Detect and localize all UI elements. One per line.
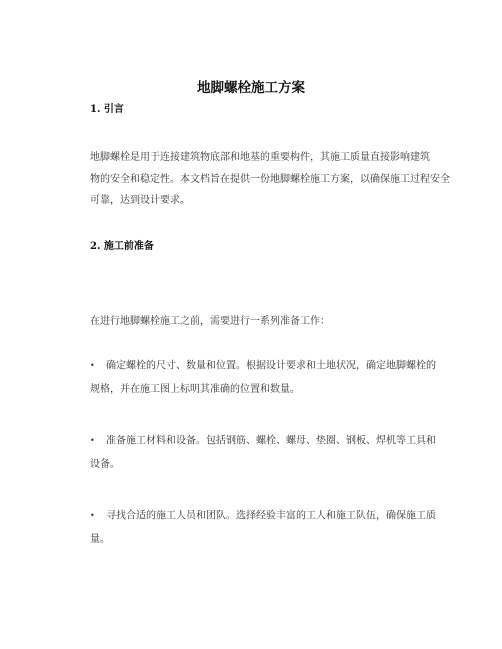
list-item-text: 确定螺栓的尺寸、数量和位置。根据设计要求和土地状况，确定地脚螺栓的 [106, 360, 436, 372]
paragraph-line: 物的安全和稳定性。本文档旨在提供一份地脚螺栓施工方案，以确保施工过程安全 [90, 173, 450, 185]
bullet-icon: • [90, 511, 95, 520]
section-heading-preparation: 2. 施工前准备 [90, 241, 154, 252]
list-item [90, 355, 436, 401]
list-item-text: 寻找合适的施工人员和团队。选择经验丰富的工人和施工队伍，确保施工质 [106, 510, 436, 522]
list-item-text: 量。 [90, 534, 110, 545]
list-item-text: 规格，并在施工图上标明其准确的位置和数量。 [90, 384, 300, 395]
document-title: 地脚螺栓施工方案 [197, 80, 305, 96]
list-item [90, 505, 436, 551]
paragraph-line: 可靠，达到设计要求。 [90, 194, 190, 206]
bullet-icon: • [90, 361, 95, 370]
paragraph-line: 地脚螺栓是用于连接建筑物底部和地基的重要构件，其施工质量直接影响建筑 [90, 152, 430, 163]
bullet-icon: • [90, 436, 95, 445]
list-item-text: 准备施工材料和设备。包括钢筋、螺栓、螺母、垫圈、钢板、焊机等工具和 [106, 435, 436, 447]
section-heading-introduction: 1. 引言 [90, 104, 124, 115]
introduction-paragraph [90, 150, 450, 208]
list-item [90, 430, 436, 476]
paragraph-line: 在进行地脚螺栓施工之前，需要进行一系列准备工作： [90, 316, 330, 327]
preparation-intro [90, 314, 425, 330]
list-item-text: 设备。 [90, 459, 120, 470]
